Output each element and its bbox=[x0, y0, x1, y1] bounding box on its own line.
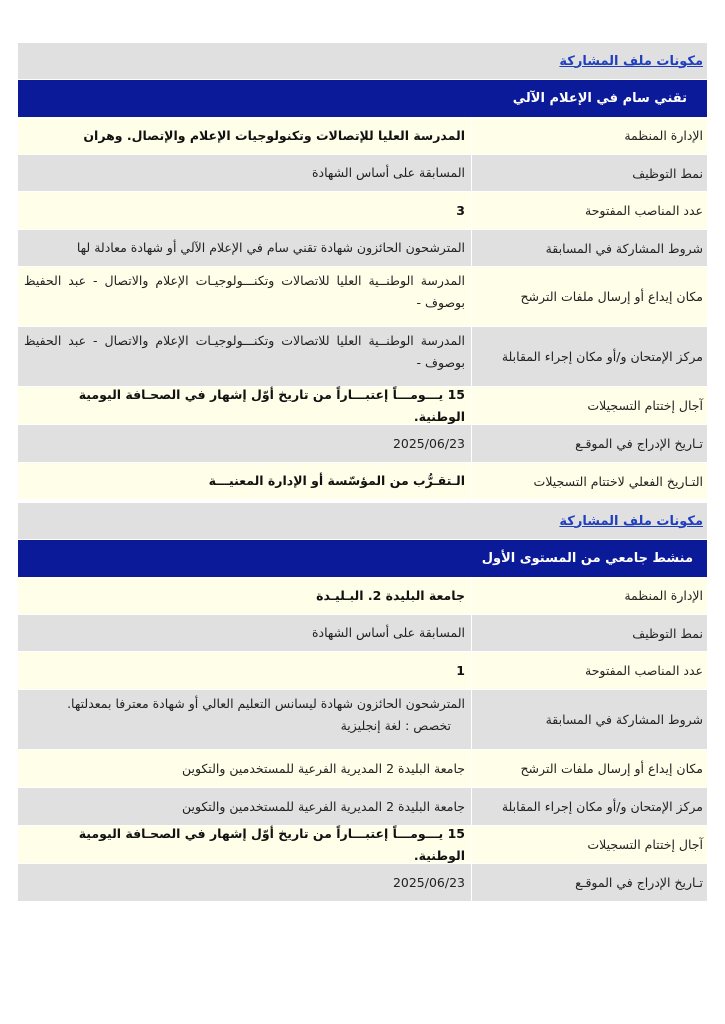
table-row bbox=[18, 387, 707, 425]
table-row bbox=[18, 577, 707, 615]
table-row bbox=[18, 463, 707, 500]
row-value: الـتقـرُّب من المؤسّسة أو الإدارة المعنيـــة bbox=[208, 473, 465, 488]
row-value: 3 bbox=[456, 202, 465, 218]
row-label: تـاريخ الإدراج في الموقـع bbox=[471, 864, 707, 901]
row-value bbox=[18, 327, 471, 386]
row-value: المسابقة على أساس الشهادة bbox=[311, 165, 465, 180]
row-label: شروط المشاركة في المسابقة bbox=[471, 230, 707, 266]
table-row bbox=[18, 788, 707, 826]
row-label: مركز الإمتحان و/أو مكان إجراء المقابلة bbox=[471, 327, 707, 386]
participation-file-link[interactable]: مكونات ملف المشاركة bbox=[559, 513, 703, 529]
table-row bbox=[18, 230, 707, 267]
row-label: عدد المناصب المفتوحة bbox=[471, 192, 707, 229]
row-value-line-1: المترشحون الحائزون شهادة ليسانس التعليم العالي أو شهادة معترفا بمعدلتها. bbox=[67, 696, 465, 711]
row-value-text: المدرسة الوطنــية العليا للاتصالات وتكنـــولوجيـات الإعلام والاتصال - عبد الحفيظ بوصوف - bbox=[24, 273, 465, 310]
table-row bbox=[18, 117, 707, 155]
participation-file-link[interactable]: مكونات ملف المشاركة bbox=[559, 53, 703, 69]
row-value: 15 يـــومـــاً إعتبـــاراً من تاريخ أوّل إشهار في الصحـافة اليومية الوطنية. bbox=[78, 386, 465, 424]
table-row bbox=[18, 690, 707, 750]
table-row bbox=[18, 652, 707, 690]
row-label: نمط التوظيف bbox=[471, 615, 707, 651]
row-value bbox=[18, 267, 471, 326]
row-label: شروط المشاركة في المسابقة bbox=[471, 690, 707, 749]
row-value: المسابقة على أساس الشهادة bbox=[311, 625, 465, 640]
row-value: 2025/06/23 bbox=[392, 435, 465, 451]
table-row bbox=[18, 425, 707, 463]
row-value: المترشحون الحائزون شهادة تقني سام في الإعلام الآلي أو شهادة معادلة لها bbox=[76, 240, 465, 255]
row-label: الإدارة المنظمة bbox=[471, 577, 707, 614]
table-row bbox=[18, 267, 707, 327]
table-row bbox=[18, 826, 707, 864]
row-value: 15 يـــومـــاً إعتبـــاراً من تاريخ أوّل إشهار في الصحـافة اليومية الوطنية. bbox=[78, 825, 465, 863]
row-value: جامعة البليدة 2 المديرية الفرعية للمستخدمين والتكوين bbox=[181, 760, 465, 776]
job-title: تقني سام في الإعلام الآلي bbox=[512, 91, 687, 106]
table-row bbox=[18, 615, 707, 652]
row-value-line-2: تخصص : لغة إنجليزية bbox=[340, 718, 451, 733]
row-value bbox=[18, 690, 471, 749]
row-value-text: المدرسة الوطنــية العليا للاتصالات وتكنـــولوجيـات الإعلام والاتصال - عبد الحفيظ بوصوف - bbox=[24, 333, 465, 370]
job-title-bar bbox=[18, 540, 707, 577]
row-label: عدد المناصب المفتوحة bbox=[471, 652, 707, 689]
row-label: التـاريخ الفعلي لاختتام التسجيلات bbox=[471, 463, 707, 499]
row-label: الإدارة المنظمة bbox=[471, 117, 707, 154]
row-value-text bbox=[67, 693, 465, 737]
section-header bbox=[18, 43, 707, 80]
row-label: نمط التوظيف bbox=[471, 155, 707, 191]
table-row bbox=[18, 155, 707, 192]
table-row bbox=[18, 327, 707, 387]
row-value: 1 bbox=[456, 662, 465, 678]
row-value: 2025/06/23 bbox=[392, 874, 465, 890]
job-title-bar bbox=[18, 80, 707, 117]
row-label: آجال إختتام التسجيلات bbox=[471, 387, 707, 424]
row-label: مركز الإمتحان و/أو مكان إجراء المقابلة bbox=[471, 788, 707, 825]
section-1 bbox=[18, 43, 707, 500]
row-value: جامعة البليدة 2. البـليـدة bbox=[316, 587, 465, 603]
row-value: جامعة البليدة 2 المديرية الفرعية للمستخدمين والتكوين bbox=[181, 798, 465, 814]
section-2 bbox=[18, 503, 707, 902]
table-row bbox=[18, 864, 707, 902]
row-label: تـاريخ الإدراج في الموقـع bbox=[471, 425, 707, 462]
section-header bbox=[18, 503, 707, 540]
job-title: منشط جامعي من المستوى الأول bbox=[481, 551, 693, 566]
row-label: آجال إختتام التسجيلات bbox=[471, 826, 707, 863]
row-label: مكان إيداع أو إرسال ملفات الترشح bbox=[471, 267, 707, 326]
row-value: المدرسة العليا للإتصالات وتكنولوجيات الإعلام والإتصال. وهران bbox=[83, 127, 465, 143]
table-row bbox=[18, 192, 707, 230]
row-label: مكان إيداع أو إرسال ملفات الترشح bbox=[471, 750, 707, 787]
table-row bbox=[18, 750, 707, 788]
